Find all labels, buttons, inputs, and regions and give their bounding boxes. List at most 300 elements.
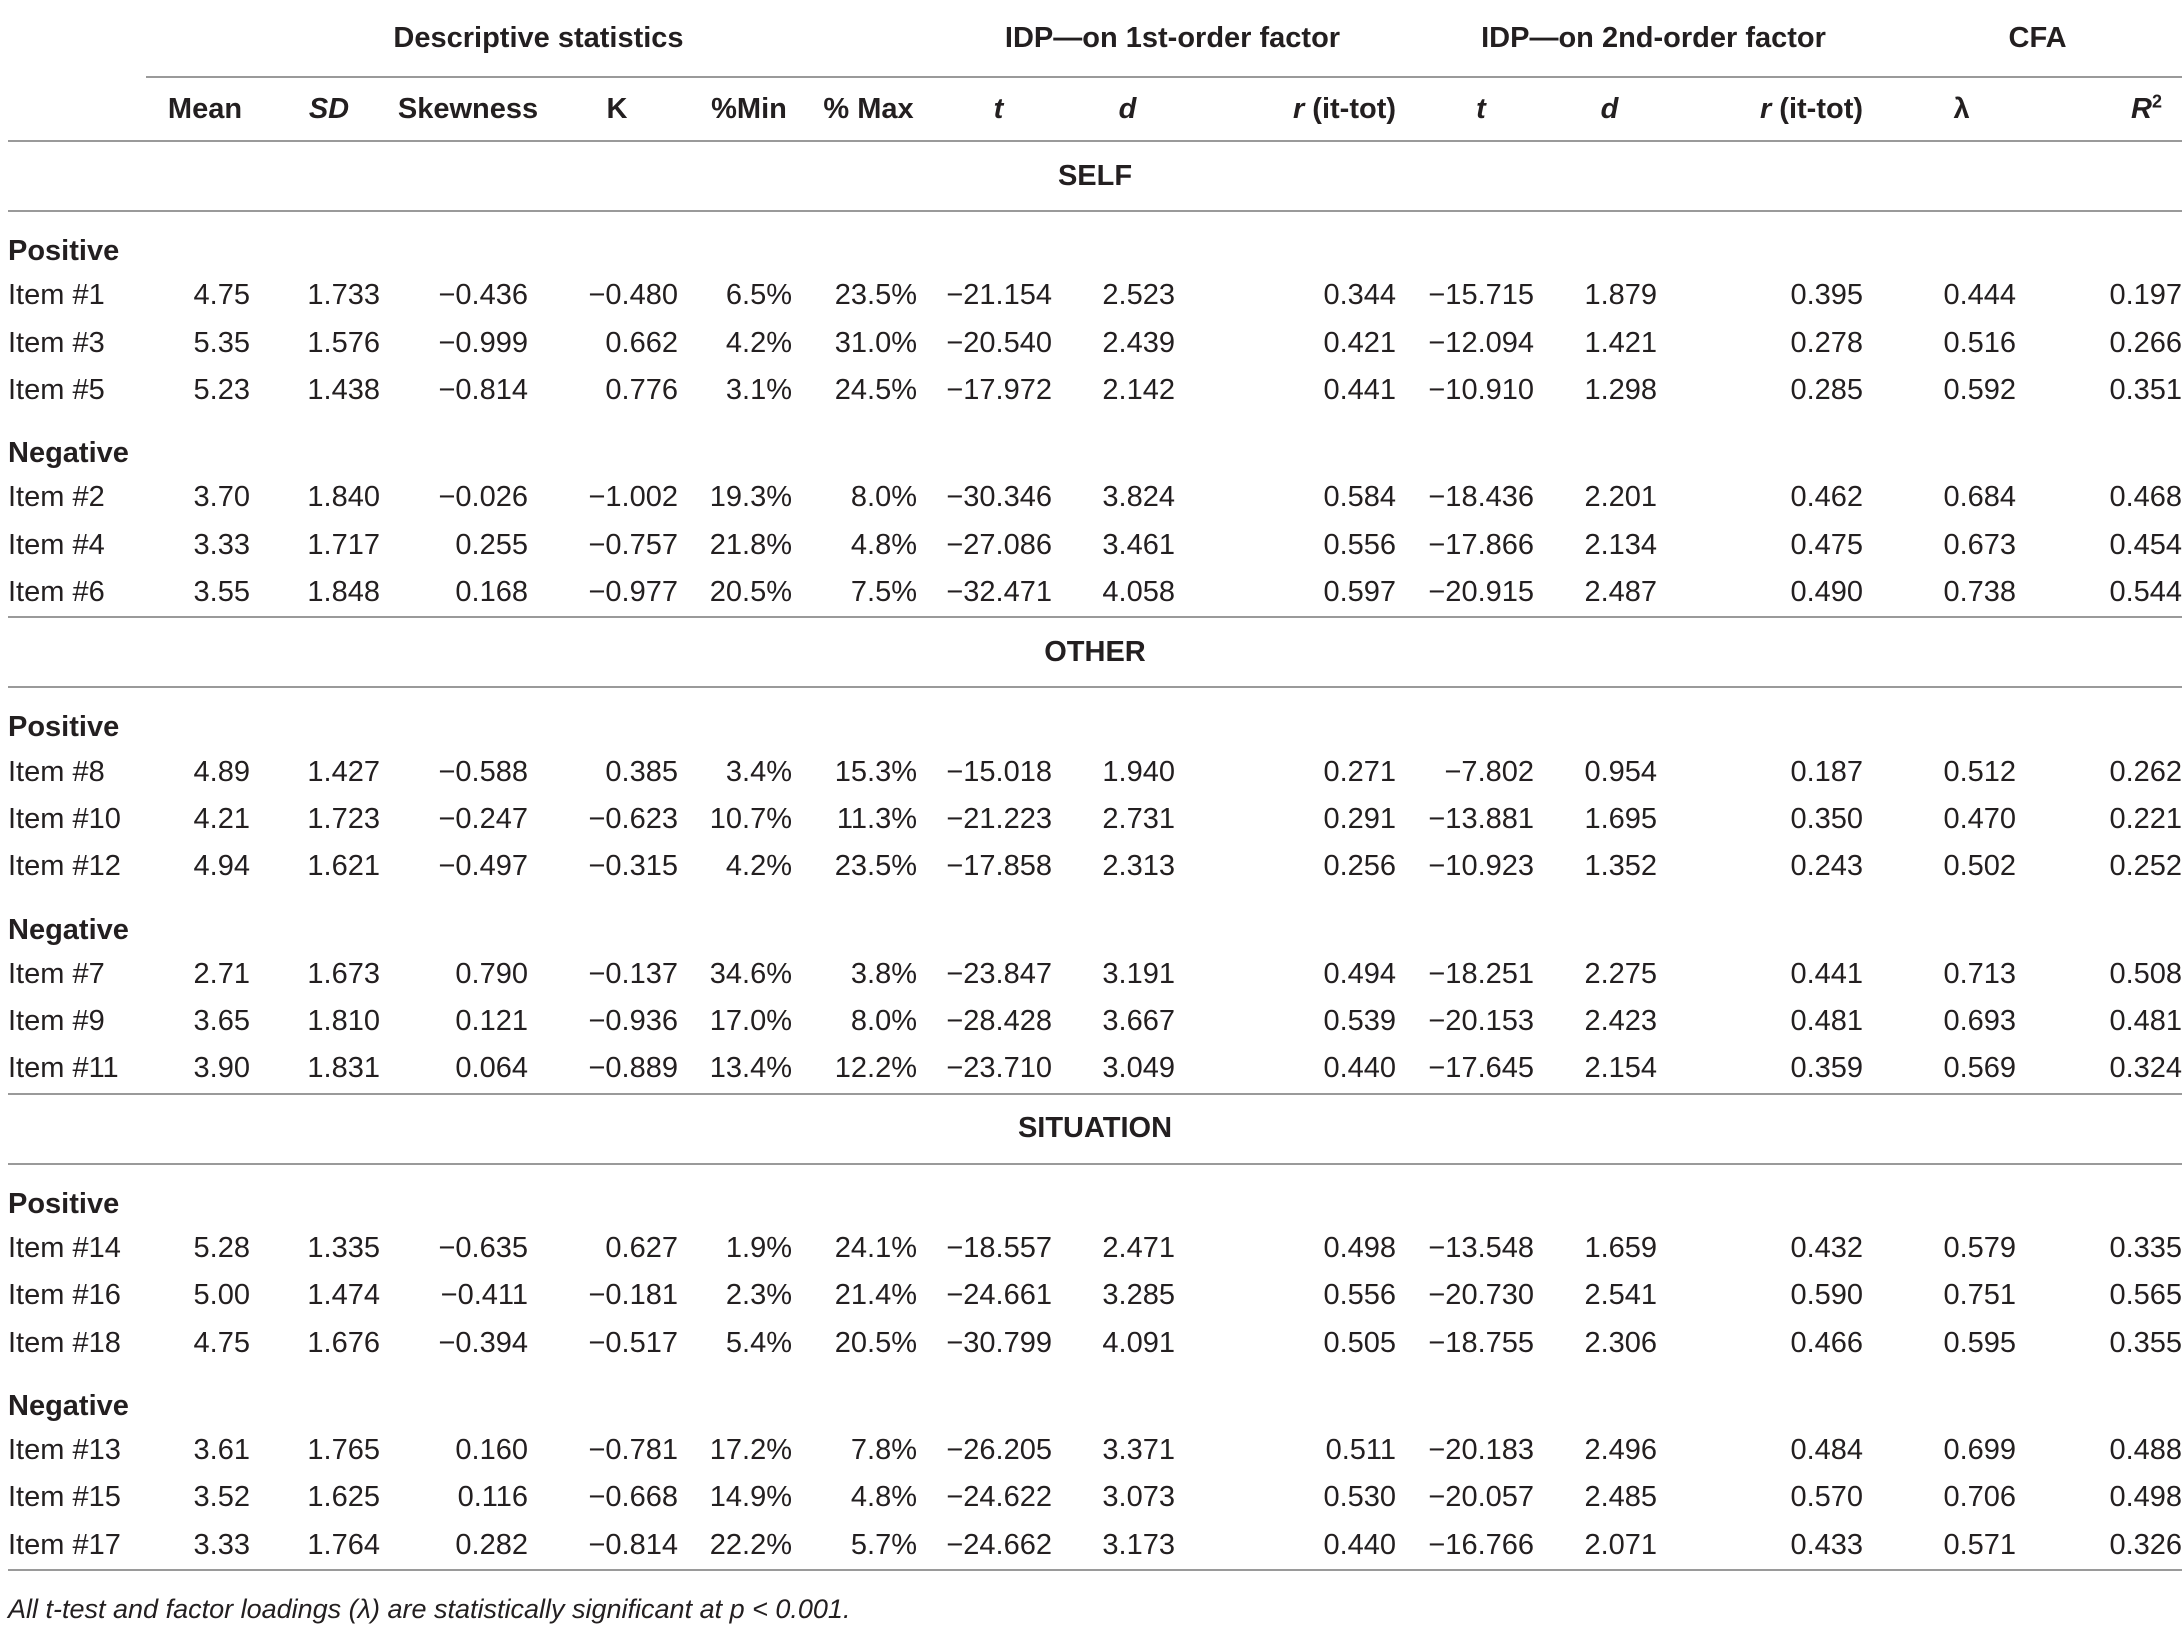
cell-pct-max: 15.3% (834, 755, 917, 788)
cell-skewness: −0.999 (438, 326, 528, 359)
cell-sd: 1.717 (307, 528, 380, 561)
cell-r-second-order: 0.490 (1790, 576, 1864, 609)
cell-mean: 5.00 (193, 1279, 250, 1312)
cell-r-second-order: 0.462 (1790, 481, 1864, 514)
table-footnote: All t-test and factor loadings (λ) are statistically significant at p < 0.001. (8, 1594, 851, 1624)
cell-lambda: 0.693 (1943, 1005, 2017, 1038)
cell-k: −0.781 (588, 1434, 678, 1467)
cell-d-second-order: 2.541 (1584, 1279, 1658, 1312)
cell-r-squared: 0.324 (2109, 1052, 2182, 1085)
cell-pct-max: 7.5% (850, 576, 917, 609)
cell-d-first-order: 2.471 (1102, 1231, 1175, 1264)
col-r-squared (2030, 77, 2182, 141)
cell-sd: 1.848 (307, 576, 380, 609)
cell-item-label: Item #15 (8, 1481, 121, 1514)
table-row (8, 319, 2182, 366)
cell-t-second-order: −20.730 (1428, 1279, 1535, 1312)
table-row (8, 367, 2182, 414)
table-row (8, 1272, 2182, 1319)
cell-r-first-order: 0.597 (1323, 576, 1397, 609)
cell-r-second-order: 0.484 (1790, 1434, 1864, 1467)
cell-item-label: Item #14 (8, 1231, 121, 1264)
cell-k: −0.668 (588, 1481, 678, 1514)
cell-item-label: Item #13 (8, 1434, 121, 1467)
cell-item-label: Item #3 (8, 326, 105, 359)
cell-r-second-order: 0.359 (1790, 1052, 1864, 1085)
cell-sd: 1.474 (307, 1279, 380, 1312)
cell-d-second-order: 1.659 (1584, 1231, 1658, 1264)
cell-d-first-order: 3.049 (1102, 1052, 1175, 1085)
cell-pct-max: 31.0% (834, 326, 917, 359)
cell-mean: 4.75 (193, 1326, 250, 1359)
col-r2-rest: (it-tot) (1771, 92, 1864, 125)
cell-item-label: Item #18 (8, 1326, 121, 1359)
col-r1-rest: (it-tot) (1304, 92, 1397, 125)
cell-r-first-order: 0.584 (1323, 481, 1397, 514)
cell-d-first-order: 3.461 (1102, 528, 1175, 561)
cell-d-second-order: 1.879 (1584, 279, 1658, 312)
cell-k: −0.181 (588, 1279, 678, 1312)
cell-r-first-order: 0.556 (1323, 1279, 1397, 1312)
column-header-row (8, 77, 2182, 141)
cell-t-first-order: −23.710 (946, 1052, 1052, 1085)
col-d1: d (1066, 77, 1189, 141)
cell-lambda: 0.502 (1943, 850, 2017, 883)
cell-lambda: 0.470 (1943, 802, 2017, 835)
statistics-table (8, 14, 2182, 1571)
cell-mean: 3.52 (193, 1481, 250, 1514)
cell-r-first-order: 0.440 (1189, 1522, 1414, 1570)
col-skewness: Skewness (394, 77, 542, 141)
cell-pct-min: 17.2% (709, 1434, 792, 1467)
cell-mean: 4.94 (193, 850, 250, 883)
group-descriptive (146, 14, 931, 77)
cell-item-label: Item #8 (8, 755, 105, 788)
cell-t-second-order: −7.802 (1444, 755, 1535, 788)
cell-r-squared: 0.488 (2109, 1434, 2182, 1467)
table-row (8, 1474, 2182, 1521)
subgroup-row (8, 687, 2182, 748)
col-max: % Max (806, 77, 931, 141)
table-row (8, 748, 2182, 795)
cell-pct-min: 13.4% (709, 1052, 792, 1085)
cell-lambda: 0.595 (1943, 1326, 2017, 1359)
table-row (8, 1522, 2182, 1570)
table-row (8, 1045, 2182, 1093)
table-row (8, 1319, 2182, 1366)
cell-d-first-order: 1.940 (1102, 755, 1175, 788)
cell-r-second-order: 0.350 (1790, 802, 1864, 835)
cell-r-first-order: 0.441 (1323, 373, 1397, 406)
cell-item-label: Item #5 (8, 373, 105, 406)
cell-k: 0.385 (605, 755, 678, 788)
subgroup-label: Negative (8, 913, 129, 946)
col-sd: SD (264, 77, 394, 141)
cell-item-label: Item #6 (8, 576, 105, 609)
section-row (8, 617, 2182, 687)
cell-r-squared: 0.351 (2109, 373, 2182, 406)
cell-skewness: 0.121 (455, 1005, 528, 1038)
cell-d-first-order: 3.667 (1102, 1005, 1175, 1038)
cell-lambda: 0.516 (1943, 326, 2017, 359)
cell-d-first-order: 3.191 (1102, 957, 1175, 990)
cell-pct-min: 4.2% (725, 326, 792, 359)
cell-pct-min: 5.4% (725, 1326, 792, 1359)
cell-t-second-order: −20.153 (1428, 1005, 1535, 1038)
cell-sd: 1.625 (307, 1481, 380, 1514)
cell-d-first-order: 4.091 (1102, 1326, 1175, 1359)
cell-pct-min: 22.2% (692, 1522, 806, 1570)
cell-mean: 2.71 (193, 957, 250, 990)
table-row (8, 1225, 2182, 1272)
cell-pct-min: 14.9% (709, 1481, 792, 1514)
table-row (8, 998, 2182, 1045)
section-title: SITUATION (8, 1094, 2182, 1164)
cell-skewness: −0.588 (438, 755, 528, 788)
cell-t-second-order: −16.766 (1414, 1522, 1548, 1570)
group-idp2 (1414, 14, 1893, 77)
cell-r-squared: 0.252 (2109, 850, 2182, 883)
table-row (8, 272, 2182, 319)
cell-sd: 1.427 (307, 755, 380, 788)
cell-item-label: Item #9 (8, 1005, 105, 1038)
col-r-squared-base: R (2131, 92, 2152, 125)
cell-t-first-order: −24.661 (946, 1279, 1052, 1312)
cell-k: 0.627 (605, 1231, 678, 1264)
cell-item-label: Item #2 (8, 481, 105, 514)
cell-d-second-order: 1.421 (1584, 326, 1658, 359)
cell-d-first-order: 3.371 (1102, 1434, 1175, 1467)
cell-d-second-order: 2.201 (1584, 481, 1658, 514)
cell-r-second-order: 0.285 (1790, 373, 1864, 406)
cell-r-second-order: 0.278 (1790, 326, 1864, 359)
cell-pct-max: 7.8% (850, 1434, 917, 1467)
cell-skewness: 0.064 (455, 1052, 528, 1085)
cell-lambda: 0.444 (1943, 279, 2017, 312)
cell-k: −0.814 (542, 1522, 692, 1570)
cell-r-first-order: 0.421 (1323, 326, 1397, 359)
cell-mean: 4.21 (193, 802, 250, 835)
col-r2 (1671, 77, 1893, 141)
cell-r-squared: 0.326 (2030, 1522, 2182, 1570)
cell-sd: 1.723 (307, 802, 380, 835)
cell-sd: 1.733 (307, 279, 380, 312)
cell-r-squared: 0.481 (2109, 1005, 2182, 1038)
cell-pct-max: 8.0% (850, 1005, 917, 1038)
cell-k: −0.977 (588, 576, 678, 609)
table-row (8, 1427, 2182, 1474)
cell-r-first-order: 0.539 (1323, 1005, 1397, 1038)
cell-k: −0.623 (588, 802, 678, 835)
cell-mean: 3.65 (193, 1005, 250, 1038)
cell-r-squared: 0.197 (2109, 279, 2182, 312)
table-row (8, 796, 2182, 843)
cell-k: −0.757 (588, 528, 678, 561)
cell-d-first-order: 2.523 (1102, 279, 1175, 312)
cell-r-second-order: 0.570 (1790, 1481, 1864, 1514)
cell-skewness: 0.116 (457, 1481, 528, 1514)
cell-lambda: 0.706 (1943, 1481, 2017, 1514)
cell-d-second-order: 2.487 (1584, 576, 1658, 609)
cell-lambda: 0.569 (1943, 1052, 2017, 1085)
cell-item-label: Item #10 (8, 802, 121, 835)
cell-t-first-order: −24.662 (931, 1522, 1066, 1570)
cell-t-first-order: −17.972 (946, 373, 1052, 406)
col-t1: t (931, 77, 1066, 141)
cell-pct-max: 3.8% (850, 957, 917, 990)
cell-t-second-order: −18.251 (1428, 957, 1535, 990)
cell-d-first-order: 2.731 (1102, 802, 1175, 835)
cell-d-first-order: 3.073 (1102, 1481, 1175, 1514)
cell-skewness: −0.497 (438, 850, 528, 883)
subgroup-label: Positive (8, 687, 2182, 748)
cell-d-second-order: 1.695 (1584, 802, 1658, 835)
cell-t-second-order: −10.923 (1428, 850, 1535, 883)
cell-skewness: −0.814 (438, 373, 528, 406)
table-row (8, 474, 2182, 521)
cell-mean: 3.70 (193, 481, 250, 514)
subgroup-label: Negative (8, 1389, 129, 1422)
group-header-row (8, 14, 2182, 77)
cell-r-first-order: 0.440 (1323, 1052, 1397, 1085)
cell-mean: 5.35 (193, 326, 250, 359)
cell-r-second-order: 0.433 (1671, 1522, 1893, 1570)
cell-r-squared: 0.565 (2109, 1279, 2182, 1312)
cell-lambda: 0.684 (1943, 481, 2017, 514)
subgroup-label: Negative (8, 437, 129, 470)
cell-pct-min: 19.3% (709, 481, 792, 514)
cell-d-second-order: 2.423 (1584, 1005, 1658, 1038)
cell-sd: 1.621 (307, 850, 380, 883)
cell-d-first-order: 3.173 (1066, 1522, 1189, 1570)
cell-mean: 5.28 (193, 1231, 250, 1264)
cell-t-second-order: −20.183 (1428, 1434, 1535, 1467)
cell-r-first-order: 0.494 (1323, 957, 1397, 990)
cell-pct-max: 24.1% (834, 1231, 917, 1264)
section-title: OTHER (8, 617, 2182, 687)
subgroup-label: Positive (8, 1164, 2182, 1225)
cell-d-second-order: 2.496 (1584, 1434, 1658, 1467)
cell-skewness: 0.160 (455, 1434, 528, 1467)
cell-item-label: Item #11 (8, 1052, 119, 1085)
cell-r-squared: 0.266 (2109, 326, 2182, 359)
cell-t-first-order: −24.622 (946, 1481, 1052, 1514)
cell-mean: 3.33 (146, 1522, 264, 1570)
cell-pct-max: 4.8% (850, 1481, 917, 1514)
cell-pct-max: 12.2% (834, 1052, 917, 1085)
cell-lambda: 0.512 (1943, 755, 2017, 788)
cell-skewness: −0.436 (438, 279, 528, 312)
cell-mean: 3.61 (193, 1434, 250, 1467)
cell-r-second-order: 0.475 (1790, 528, 1864, 561)
cell-r-first-order: 0.498 (1323, 1231, 1397, 1264)
subgroup-row (8, 891, 2182, 951)
section-title: SELF (8, 141, 2182, 211)
cell-t-first-order: −21.154 (946, 279, 1052, 312)
section-row (8, 1094, 2182, 1164)
cell-r-squared: 0.221 (2109, 802, 2182, 835)
cell-pct-min: 6.5% (725, 279, 792, 312)
cell-t-second-order: −12.094 (1428, 326, 1535, 359)
cell-skewness: −0.247 (438, 802, 528, 835)
col-min: %Min (692, 77, 806, 141)
cell-t-second-order: −13.548 (1428, 1231, 1535, 1264)
cell-pct-min: 2.3% (725, 1279, 792, 1312)
col-lambda: λ (1893, 77, 2030, 141)
cell-d-first-order: 4.058 (1102, 576, 1175, 609)
cell-mean: 4.75 (193, 279, 250, 312)
cell-t-first-order: −23.847 (946, 957, 1052, 990)
cell-t-second-order: −17.645 (1428, 1052, 1535, 1085)
cell-mean: 5.23 (193, 373, 250, 406)
col-mean: Mean (146, 77, 264, 141)
cell-t-second-order: −17.866 (1428, 528, 1535, 561)
cell-r-first-order: 0.291 (1323, 802, 1397, 835)
cell-d-first-order: 2.313 (1102, 850, 1175, 883)
subgroup-row (8, 414, 2182, 474)
cell-pct-min: 21.8% (709, 528, 792, 561)
cell-r-first-order: 0.271 (1323, 755, 1397, 788)
cell-k: −0.517 (588, 1326, 678, 1359)
col-d2: d (1548, 77, 1671, 141)
cell-r-second-order: 0.466 (1790, 1326, 1864, 1359)
cell-pct-min: 17.0% (709, 1005, 792, 1038)
cell-pct-max: 23.5% (834, 850, 917, 883)
cell-lambda: 0.579 (1943, 1231, 2017, 1264)
cell-sd: 1.765 (307, 1434, 380, 1467)
cell-r-squared: 0.544 (2109, 576, 2182, 609)
cell-mean: 3.90 (193, 1052, 250, 1085)
cell-t-first-order: −30.799 (946, 1326, 1052, 1359)
cell-pct-min: 3.4% (725, 755, 792, 788)
cell-mean: 3.55 (193, 576, 250, 609)
cell-k: 0.776 (605, 373, 678, 406)
cell-sd: 1.810 (307, 1005, 380, 1038)
cell-r-second-order: 0.187 (1790, 755, 1864, 788)
cell-sd: 1.576 (307, 326, 380, 359)
col-r-squared-sup: 2 (2152, 90, 2163, 111)
cell-t-first-order: −32.471 (946, 576, 1052, 609)
cell-pct-max: 8.0% (850, 481, 917, 514)
cell-r-second-order: 0.441 (1790, 957, 1864, 990)
table-row (8, 569, 2182, 617)
cell-lambda: 0.699 (1943, 1434, 2017, 1467)
subgroup-row (8, 1367, 2182, 1427)
cell-r-squared: 0.335 (2109, 1231, 2182, 1264)
cell-t-first-order: −17.858 (946, 850, 1052, 883)
cell-pct-min: 34.6% (709, 957, 792, 990)
cell-t-second-order: −20.915 (1428, 576, 1535, 609)
cell-r-squared: 0.508 (2109, 957, 2182, 990)
cell-pct-min: 20.5% (709, 576, 792, 609)
table-row (8, 522, 2182, 569)
subgroup-label: Positive (8, 211, 2182, 272)
cell-skewness: 0.282 (394, 1522, 542, 1570)
cell-k: 0.662 (605, 326, 678, 359)
cell-skewness: 0.255 (455, 528, 528, 561)
cell-r-first-order: 0.256 (1323, 850, 1397, 883)
cell-pct-max: 4.8% (850, 528, 917, 561)
cell-d-second-order: 1.298 (1584, 373, 1658, 406)
cell-r-second-order: 0.243 (1790, 850, 1864, 883)
cell-t-second-order: −18.755 (1428, 1326, 1535, 1359)
col-t2: t (1414, 77, 1548, 141)
table-row (8, 951, 2182, 998)
cell-pct-max: 20.5% (834, 1326, 917, 1359)
section-row (8, 141, 2182, 211)
cell-mean: 3.33 (193, 528, 250, 561)
cell-r-first-order: 0.505 (1323, 1326, 1397, 1359)
cell-r-squared: 0.355 (2109, 1326, 2182, 1359)
cell-t-first-order: −26.205 (946, 1434, 1052, 1467)
table-body (8, 141, 2182, 1570)
cell-sd: 1.673 (307, 957, 380, 990)
cell-sd: 1.831 (307, 1052, 380, 1085)
cell-k: −0.889 (588, 1052, 678, 1085)
cell-skewness: 0.790 (455, 957, 528, 990)
cell-k: −0.936 (588, 1005, 678, 1038)
cell-t-first-order: −18.557 (946, 1231, 1052, 1264)
cell-sd: 1.676 (307, 1326, 380, 1359)
table-row (8, 843, 2182, 890)
cell-t-second-order: −10.910 (1428, 373, 1535, 406)
cell-skewness: 0.168 (455, 576, 528, 609)
cell-r-second-order: 0.590 (1790, 1279, 1864, 1312)
cell-k: −0.480 (588, 279, 678, 312)
cell-sd: 1.840 (307, 481, 380, 514)
cell-d-second-order: 2.071 (1548, 1522, 1671, 1570)
cell-t-second-order: −20.057 (1428, 1481, 1535, 1514)
cell-pct-max: 11.3% (836, 802, 917, 835)
cell-skewness: −0.411 (440, 1279, 528, 1312)
cell-d-second-order: 2.275 (1584, 957, 1658, 990)
cell-r-squared: 0.262 (2109, 755, 2182, 788)
cell-t-first-order: −21.223 (946, 802, 1052, 835)
cell-d-first-order: 2.439 (1102, 326, 1175, 359)
cell-r-first-order: 0.511 (1325, 1434, 1397, 1467)
cell-r-squared: 0.468 (2109, 481, 2182, 514)
cell-skewness: −0.635 (438, 1231, 528, 1264)
cell-pct-max: 23.5% (834, 279, 917, 312)
cell-pct-min: 1.9% (725, 1231, 792, 1264)
cell-pct-min: 10.7% (709, 802, 792, 835)
cell-t-second-order: −13.881 (1428, 802, 1535, 835)
cell-d-second-order: 2.134 (1584, 528, 1658, 561)
cell-t-first-order: −15.018 (946, 755, 1052, 788)
cell-d-first-order: 3.285 (1102, 1279, 1175, 1312)
cell-lambda: 0.673 (1943, 528, 2017, 561)
cell-r-first-order: 0.530 (1323, 1481, 1397, 1514)
col-k: K (542, 77, 692, 141)
group-cfa (1893, 14, 2182, 77)
cell-item-label: Item #4 (8, 528, 105, 561)
cell-pct-min: 4.2% (725, 850, 792, 883)
col-r1 (1189, 77, 1414, 141)
group-descriptive-label: Descriptive statistics (393, 22, 684, 54)
col-r1-italic: r (1292, 92, 1305, 125)
cell-r-first-order: 0.344 (1323, 279, 1397, 312)
cell-skewness: −0.026 (438, 481, 528, 514)
cell-d-second-order: 2.485 (1584, 1481, 1658, 1514)
cell-lambda: 0.738 (1943, 576, 2017, 609)
cell-item-label: Item #16 (8, 1279, 121, 1312)
cell-pct-max: 21.4% (834, 1279, 917, 1312)
cell-d-first-order: 2.142 (1102, 373, 1175, 406)
cell-pct-min: 3.1% (725, 373, 792, 406)
cell-r-second-order: 0.432 (1790, 1231, 1864, 1264)
cell-k: −1.002 (588, 481, 678, 514)
cell-r-squared: 0.498 (2109, 1481, 2182, 1514)
